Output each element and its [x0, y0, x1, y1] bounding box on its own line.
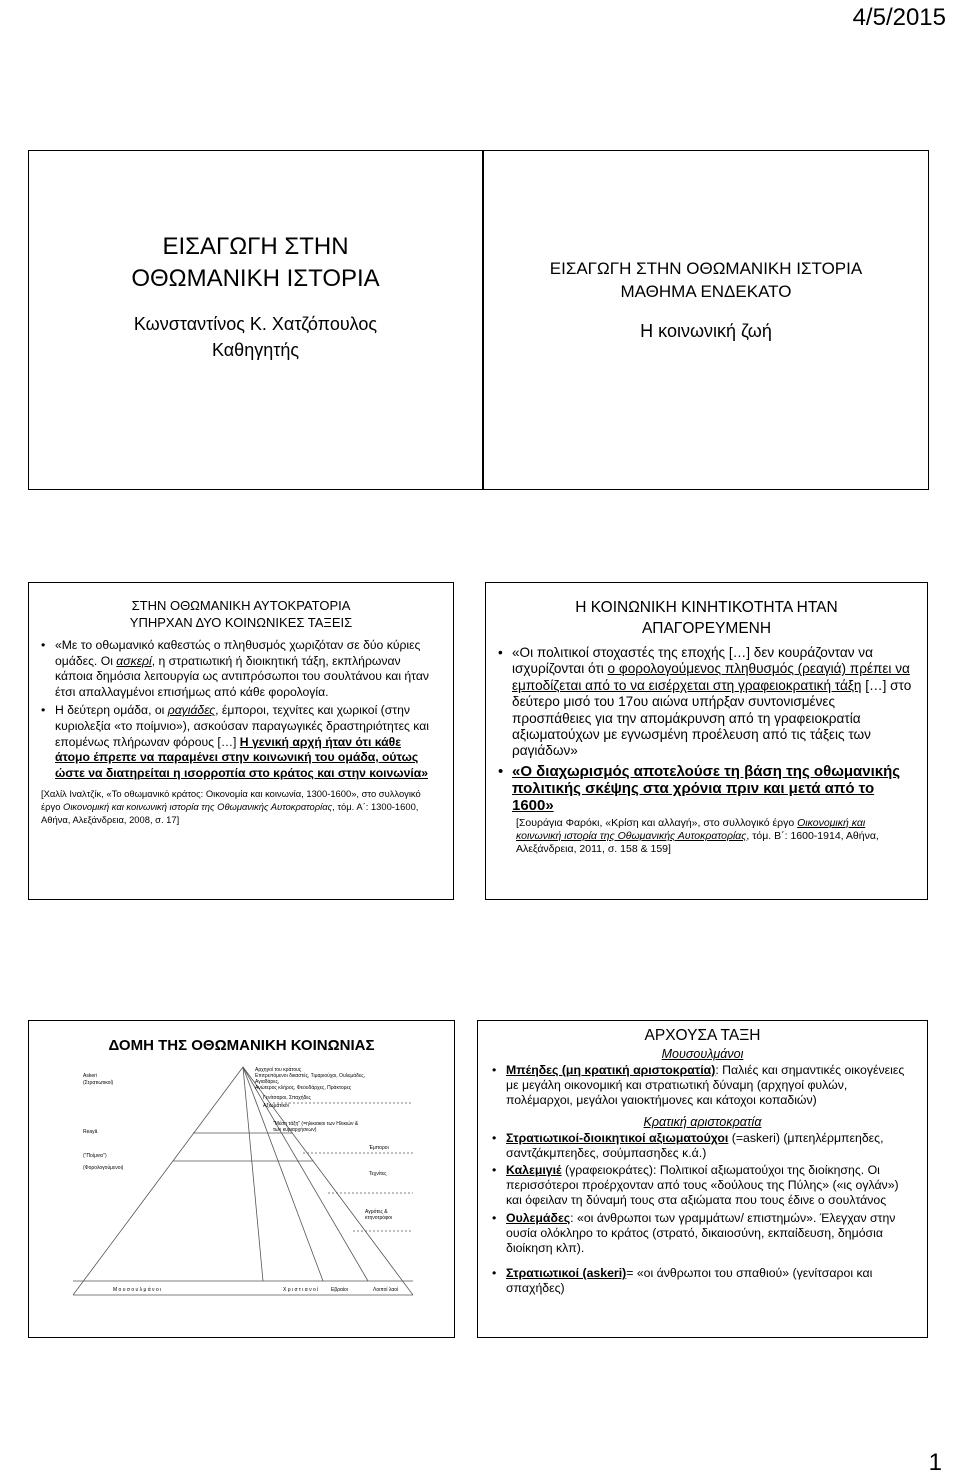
slide-heading: [486, 597, 927, 639]
page-date: 4/5/2015: [852, 4, 946, 31]
label-muslims: Μ ο υ σ ο υ λ μ ά ν ο ι: [113, 1287, 162, 1293]
label-merchants: Έμποροι: [369, 1145, 389, 1151]
label-reaya-sub: ("Ποίμνιο"): [83, 1153, 107, 1159]
section-heading-state-aristocracy: Κρατική αριστοκρατία: [643, 1114, 762, 1129]
slide-heading: ΑΡΧΟΥΣΑ ΤΑΞΗ: [644, 1027, 761, 1044]
society-pyramid-diagram: [73, 1063, 413, 1303]
title-line-2: ΟΘΩΜΑΝΙΚΗ ΙΣΤΟΡΙΑ: [131, 265, 380, 292]
list-item: • Ουλεμάδες: «οι άνθρωποι των γραμμάτων/ επιστημών». Έλεγχαν στην ουσία ολόκληρο το κράτος (στρατό, δικαιοσύνη, εκπαίδευση, δημόσια διοίκηση κλπ).: [492, 1211, 915, 1257]
list-item: • «Με το οθωμανικό καθεστώς ο πληθυσμός χωριζόταν σε δύο κύριες ομάδες. Οι ασκερί, η στρατιωτική ή διοικητική τάξη, εκπλήρωναν κάποια δημόσια λειτουργία ως αντιπρόσωποι του σουλτάνου και ήταν έτσι απαλλαγμένοι επισήμως από κάθε φορολογία.: [41, 638, 439, 700]
label-christians: Χ ρ ι σ τ ι α ν ο ί: [283, 1287, 319, 1293]
page-number: 1: [928, 1449, 942, 1476]
slide-structure: [28, 1020, 455, 1338]
author-role: Καθηγητής: [211, 340, 300, 360]
list-item: • Η δεύτερη ομάδα, οι ραγιάδες, έμποροι, τεχνίτες και χωρικοί (στην κυριολεξία «το ποίμνιο»), ασκούσαν παραγωγικές δραστηριότητες και επομένως πλήρωναν φόρους […] Η γενική αρχή ήταν ότι κάθε άτομο έπρεπε να παραμένει στην κοινωνική του ομάδα, ούτως ώστε να διατηρείται η ισορροπία στο κράτος και στην κοινωνία»: [41, 703, 439, 781]
author-block: [29, 311, 482, 363]
label-elite-1: Επιτρεπόμενοι δικαστές, Τιμαριούχοι, Ουλεμάδες,: [255, 1073, 365, 1079]
label-reaya: Reayâ: [83, 1129, 98, 1135]
slide-heading: [29, 597, 453, 631]
label-farmers: Αγρότες &: [365, 1209, 388, 1215]
label-officers: Αξιωματικοί: [263, 1103, 289, 1109]
label-elite-2: Αγιαδάρες,: [255, 1079, 280, 1085]
label-askeri-sub: (Στρατιωτικοί): [83, 1080, 114, 1086]
list-item: • Στρατιωτικοί-διοικητικοί αξιωματούχοι (=askeri) (μπεηλέρμπεηδες, σαντζάκμπεηδες, σούμπασηδες κ.ά.): [492, 1131, 915, 1161]
label-farmers-sub: κτηνοτρόφοι: [365, 1215, 393, 1221]
lesson-title: [484, 257, 928, 303]
lesson-title-line-1: ΕΙΣΑΓΩΓΗ ΣΤΗΝ ΟΘΩΜΑΝΙΚΗ ΙΣΤΟΡΙΑ: [549, 259, 863, 278]
title-line-1: ΕΙΣΑΓΩΓΗ ΣΤΗΝ: [162, 233, 349, 260]
label-other-peoples: Λοιποί λαοί: [373, 1287, 399, 1293]
slide-title: [28, 150, 483, 490]
bullet-list: [492, 1063, 915, 1109]
label-middle-class: "Μέση τάξη" (=ηλικιακοι των Ηλικιών &: [273, 1121, 359, 1127]
list-item: • Μπέηδες (μη κρατική αριστοκρατία): Παλιές και σημαντικές οικογένειες με μεγάλη οικονομική και στρατιωτική δύναμη (αρχηγοί φυλών, πολέμαρχοι, μεγάλοι γαιοκτήμονες και κάτοχοι κοπαδιών): [492, 1063, 915, 1109]
bullet-list: [492, 1131, 915, 1297]
label-elite-3: Ανώτερος κλήρος, Φεουδάρχες, Πράκτορες: [255, 1085, 352, 1091]
label-jews: Εβραίοι: [331, 1287, 348, 1293]
label-reaya-sub2: (Φορολογούμενοι): [83, 1165, 124, 1171]
lesson-subtitle: Η κοινωνική ζωή: [640, 321, 772, 341]
term-askeri: ασκερί: [116, 653, 152, 668]
course-title: [29, 231, 482, 295]
divider-line-1: [243, 1067, 263, 1281]
bullet-list: [41, 638, 439, 781]
slide-two-classes: [28, 582, 454, 900]
heading-line-1: ΣΤΗΝ ΟΘΩΜΑΝΙΚΗ ΑΥΤΟΚΡΑΤΟΡΙΑ: [131, 598, 351, 613]
section-heading-muslims: Μουσουλμάνοι: [661, 1047, 744, 1061]
label-askeri: Askeri: [83, 1073, 97, 1079]
slide-lesson: [483, 150, 929, 490]
pyramid-outline: [73, 1067, 413, 1295]
list-item: • Καλεμιγιέ (γραφειοκράτες): Πολιτικοί αξιωματούχοι της διοίκησης. Οι περισσότεροι προέρχονταν από τους «δούλους της Πύλης» («ις ογλάν») και όφειλαν τη δύναμή τους στα αξιώματα που τους έδινε ο σουλτάνος: [492, 1163, 915, 1209]
label-middle-class-sub: των κυριαρχήσεων): [273, 1127, 317, 1133]
list-item: • «Ο διαχωρισμός αποτελούσε τη βάση της οθωμανικής πολιτικής σκέψης στα χρόνια πριν και μετά από το 1600»: [498, 763, 913, 814]
label-craftsmen: Τεχνίτες: [369, 1171, 387, 1177]
label-janissaries: Γενίτσαροι, Σπαχήδες: [263, 1095, 311, 1101]
slide-mobility: [485, 582, 928, 900]
lesson-title-line-2: ΜΑΘΗΜΑ ΕΝΔΕΚΑΤΟ: [620, 282, 792, 301]
list-item: • Στρατιωτικοί (askeri)= «οι άνθρωποι του σπαθιού» (γενίτσαροι και σπαχήδες): [492, 1266, 915, 1296]
emphasis-text: Η γενική αρχή ήταν ότι κάθε άτομο έπρεπε να παραμένει στην κοινωνική του ομάδα, ούτως ώστε να διατηρείται η ισορροπία στο κράτος και στην κοινωνία»: [55, 734, 429, 780]
term-ragiades: ραγιάδες: [167, 703, 216, 718]
bullet-list: [498, 645, 913, 814]
heading-line-2: ΥΠΗΡΧΑΝ ΔΥΟ ΚΟΙΝΩΝΙΚΕΣ ΤΑΞΕΙΣ: [129, 615, 353, 630]
heading-line-2: ΑΠΑΓΟΡΕΥΜΕΝΗ: [641, 620, 772, 637]
author-name: Κωνσταντίνος Κ. Χατζόπουλος: [133, 314, 378, 334]
heading-line-1: Η ΚΟΙΝΩΝΙΚΗ ΚΙΝΗΤΙΚΟΤΗΤΑ ΗΤΑΝ: [575, 599, 838, 616]
list-item: • «Οι πολιτικοί στοχαστές της εποχής […] δεν κουράζονταν να ισχυρίζονται ότι ο φορολογούμενος πληθυσμός (ρεαγιά) πρέπει να εμποδίζεται από το να εισέρχεται στη γραφειοκρατική τάξη […] στο δεύτερο μισό του 17ου αιώνα υπήρξαν συντονισμένες προσπάθειες για την απομάκρυνση από τη γραφειοκρατία αξιωματούχων με εγνωσμένη προέλευση από τις τάξεις των ραγιάδων»: [498, 645, 913, 760]
slide-heading: ΔΟΜΗ ΤΗΣ ΟΘΩΜΑΝΙΚΗ ΚΟΙΝΩΝΙΑΣ: [108, 1037, 375, 1054]
citation: [Χαλίλ Ιναλτζίκ, «Το οθωμανικό κράτος: Οικονομία και κοινωνία, 1300-1600», στο συλλογικό έργο Οικονομική και κοινωνική ιστορία της Οθωμανικής Αυτοκρατορίας, τόμ. Α΄: 1300-1600, Αθήνα, Αλεξάνδρεια, 2008, σ. 17]: [41, 788, 421, 826]
label-rulers: Αρχηγοί του κράτους: [255, 1067, 302, 1073]
slide-ruling-class: [477, 1020, 928, 1338]
citation: [Σουράγια Φαρόκι, «Κρίση και αλλαγή», στο συλλογικό έργο Οικονομική και κοινωνική ιστορία της Οθωμανικής Αυτοκρατορίας, τόμ. Β΄: 1600-1914, Αθήνα, Αλεξάνδρεια, 2011, σ. 158 & 159]: [516, 816, 879, 855]
